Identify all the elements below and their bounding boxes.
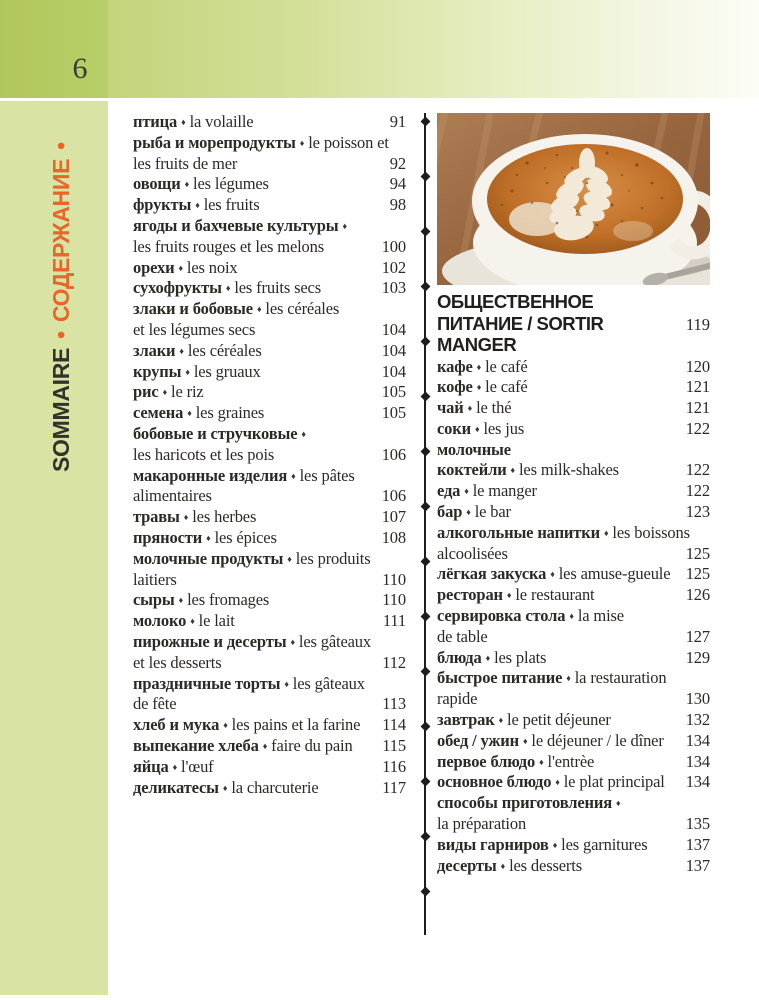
toc-page-number: 137 bbox=[685, 855, 710, 875]
toc-line bbox=[437, 377, 710, 398]
toc-term-fr: les pâtes bbox=[299, 465, 355, 485]
toc-term-fr: le thé bbox=[476, 398, 512, 418]
toc-line bbox=[437, 689, 710, 710]
toc-term-ru: бобовые и стручковые bbox=[133, 423, 298, 443]
toc-page-number: 94 bbox=[389, 174, 406, 194]
divider-diamond-icon bbox=[420, 777, 430, 787]
toc-term-ru: семена bbox=[133, 403, 184, 423]
toc-line bbox=[133, 424, 406, 445]
toc-page-number: 123 bbox=[685, 502, 710, 522]
toc-term-ru: злаки bbox=[133, 340, 176, 360]
toc-page-number: 110 bbox=[382, 590, 406, 610]
toc-term-fr: les jus bbox=[483, 418, 525, 438]
toc-line bbox=[133, 736, 406, 757]
toc-term-ru: молочные bbox=[437, 439, 511, 459]
toc-term-fr: l'œuf bbox=[181, 756, 214, 776]
toc-line bbox=[133, 757, 406, 778]
toc-page-number: 134 bbox=[685, 772, 710, 792]
toc-term-fr: les gâteaux bbox=[292, 673, 365, 693]
toc-line bbox=[437, 585, 710, 606]
toc-term-ru: блюда bbox=[437, 647, 482, 667]
toc-page-number: 116 bbox=[382, 756, 406, 776]
toc-term-fr: les fruits bbox=[203, 195, 260, 215]
toc-line bbox=[133, 112, 406, 133]
diamond-separator-icon: ♦ bbox=[172, 761, 178, 772]
toc-term-ru: ягоды и бахчевые культуры bbox=[133, 215, 339, 235]
toc-line bbox=[133, 216, 406, 237]
diamond-separator-icon: ♦ bbox=[299, 137, 305, 148]
toc-page-number: 134 bbox=[685, 751, 710, 771]
toc-line bbox=[437, 772, 710, 793]
diamond-separator-icon: ♦ bbox=[222, 782, 228, 793]
toc-term-ru: основное блюдо bbox=[437, 772, 552, 792]
diamond-separator-icon: ♦ bbox=[342, 220, 347, 231]
toc-line bbox=[437, 419, 710, 440]
toc-term-ru: рис bbox=[133, 382, 159, 402]
toc-term-ru: сервировка стола bbox=[437, 606, 566, 626]
diamond-separator-icon: ♦ bbox=[195, 200, 200, 211]
diamond-separator-icon: ♦ bbox=[539, 756, 544, 767]
toc-term-fr: le riz bbox=[171, 382, 204, 402]
toc-page-number: 125 bbox=[685, 564, 710, 584]
diamond-separator-icon: ♦ bbox=[464, 486, 469, 497]
toc-line bbox=[133, 570, 406, 591]
toc-page-number: 122 bbox=[685, 481, 710, 501]
toc-term-ru: ресторан bbox=[437, 585, 503, 605]
toc-term-fr: les céréales bbox=[187, 340, 262, 360]
toc-term-ru: бар bbox=[437, 502, 463, 522]
diamond-separator-icon: ♦ bbox=[485, 652, 491, 663]
diamond-separator-icon: ♦ bbox=[616, 798, 621, 809]
toc-term-fr: laitiers bbox=[133, 569, 177, 589]
toc-term-fr: faire du pain bbox=[271, 735, 353, 755]
toc-line bbox=[437, 523, 710, 544]
diamond-separator-icon: ♦ bbox=[284, 678, 289, 689]
toc-term-ru: злаки и бобовые bbox=[133, 299, 253, 319]
toc-line bbox=[437, 606, 710, 627]
toc-page-number: 137 bbox=[685, 834, 710, 854]
toc-term-ru: крупы bbox=[133, 361, 182, 381]
toc-line bbox=[437, 440, 710, 461]
toc-line bbox=[437, 357, 710, 378]
toc-term-fr: les haricots et les pois bbox=[133, 444, 275, 464]
toc-page-number: 129 bbox=[685, 647, 710, 667]
bullet-icon: • bbox=[48, 331, 74, 339]
toc-term-fr: le bar bbox=[474, 502, 511, 522]
diamond-separator-icon: ♦ bbox=[256, 304, 262, 315]
toc-term-ru: сыры bbox=[133, 590, 175, 610]
diamond-separator-icon: ♦ bbox=[510, 465, 515, 476]
toc-term-fr: le restaurant bbox=[515, 585, 595, 605]
divider-diamond-icon bbox=[420, 282, 430, 292]
toc-page-number: 117 bbox=[382, 777, 406, 797]
toc-page-number: 105 bbox=[381, 382, 406, 402]
divider-diamond-icon bbox=[420, 502, 430, 512]
diamond-separator-icon: ♦ bbox=[179, 345, 184, 356]
toc-term-ru: пряности bbox=[133, 527, 203, 547]
sidebar-vertical-label bbox=[48, 142, 75, 472]
toc-page-number: 106 bbox=[381, 444, 406, 464]
toc-term-ru: алкогольные напитки bbox=[437, 522, 600, 542]
diamond-separator-icon: ♦ bbox=[467, 403, 473, 414]
toc-term-fr: la mise bbox=[577, 606, 624, 626]
toc-term-fr: le lait bbox=[198, 611, 235, 631]
toc-line bbox=[437, 731, 710, 752]
toc-page-number: 125 bbox=[685, 543, 710, 563]
divider-diamond-icon bbox=[420, 337, 430, 347]
toc-term-fr: les noix bbox=[186, 257, 238, 277]
diamond-separator-icon: ♦ bbox=[569, 611, 574, 622]
toc-page-number: 127 bbox=[685, 626, 710, 646]
toc-term-ru: молочные продукты bbox=[133, 548, 284, 568]
diamond-separator-icon: ♦ bbox=[183, 512, 189, 523]
toc-term-fr: les pains et la farine bbox=[231, 715, 361, 735]
diamond-separator-icon: ♦ bbox=[262, 740, 268, 751]
diamond-separator-icon: ♦ bbox=[184, 179, 190, 190]
section-header bbox=[437, 291, 710, 356]
toc-line bbox=[133, 174, 406, 195]
toc-page-number: 120 bbox=[685, 356, 710, 376]
diamond-separator-icon: ♦ bbox=[550, 569, 555, 580]
toc-term-ru: еда bbox=[437, 481, 461, 501]
toc-line bbox=[437, 710, 710, 731]
toc-term-ru: выпекание хлеба bbox=[133, 735, 259, 755]
section-header-line1: ОБЩЕСТВЕННОЕ bbox=[437, 291, 594, 312]
section-page-number: 119 bbox=[685, 314, 710, 334]
toc-page-number: 108 bbox=[381, 527, 406, 547]
toc-term-fr: de fête bbox=[133, 694, 177, 714]
toc-line bbox=[133, 278, 406, 299]
cappuccino-photo bbox=[437, 113, 710, 285]
toc-line bbox=[437, 793, 710, 814]
diamond-separator-icon: ♦ bbox=[287, 553, 292, 564]
toc-term-ru: праздничные торты bbox=[133, 673, 281, 693]
toc-term-ru: способы приготовления bbox=[437, 793, 613, 813]
toc-term-ru: коктейли bbox=[437, 460, 507, 480]
toc-page-number: 110 bbox=[382, 569, 406, 589]
toc-line bbox=[133, 549, 406, 570]
toc-term-ru: фрукты bbox=[133, 195, 192, 215]
diamond-separator-icon: ♦ bbox=[225, 283, 231, 294]
toc-term-fr: la restauration bbox=[574, 668, 667, 688]
toc-term-fr: alcoolisées bbox=[437, 543, 508, 563]
divider-diamond-icon bbox=[420, 227, 430, 237]
toc-line bbox=[133, 611, 406, 632]
toc-term-ru: травы bbox=[133, 507, 180, 527]
toc-line bbox=[133, 320, 406, 341]
toc-line bbox=[133, 195, 406, 216]
toc-page-number: 126 bbox=[685, 585, 710, 605]
divider-diamond-icon bbox=[420, 832, 430, 842]
toc-term-fr: le poisson et bbox=[308, 132, 389, 152]
toc-line bbox=[133, 778, 406, 799]
toc-term-fr: les amuse-gueule bbox=[558, 564, 671, 584]
toc-line bbox=[437, 835, 710, 856]
toc-right-list bbox=[437, 357, 710, 877]
toc-term-fr: l'entrèe bbox=[547, 751, 595, 771]
toc-term-ru: кофе bbox=[437, 377, 473, 397]
diamond-separator-icon: ♦ bbox=[522, 735, 528, 746]
diamond-separator-icon: ♦ bbox=[552, 839, 558, 850]
toc-line bbox=[133, 362, 406, 383]
toc-page-number: 115 bbox=[382, 735, 406, 755]
diamond-separator-icon: ♦ bbox=[178, 262, 183, 273]
toc-page-number: 104 bbox=[381, 361, 406, 381]
diamond-separator-icon: ♦ bbox=[603, 527, 609, 538]
toc-line bbox=[437, 544, 710, 565]
toc-term-ru: кафе bbox=[437, 356, 473, 376]
toc-term-fr: les fruits rouges et les melons bbox=[133, 236, 325, 256]
toc-term-fr: le petit déjeuner bbox=[507, 710, 611, 730]
toc-page-number: 111 bbox=[382, 611, 406, 631]
toc-term-ru: десерты bbox=[437, 855, 497, 875]
diamond-separator-icon: ♦ bbox=[476, 382, 482, 393]
toc-page-number: 91 bbox=[389, 112, 406, 131]
toc-page-number: 121 bbox=[685, 377, 710, 397]
toc-page-number: 100 bbox=[381, 236, 406, 256]
diamond-separator-icon: ♦ bbox=[181, 117, 186, 127]
toc-term-fr: les graines bbox=[195, 403, 265, 423]
diamond-separator-icon: ♦ bbox=[500, 860, 506, 871]
toc-term-ru: макаронные изделия bbox=[133, 465, 288, 485]
toc-term-fr: le déjeuner / le dîner bbox=[531, 730, 664, 750]
toc-term-ru: соки bbox=[437, 418, 471, 438]
toc-term-fr: le café bbox=[485, 377, 528, 397]
diamond-separator-icon: ♦ bbox=[506, 590, 512, 601]
toc-right-column bbox=[437, 113, 710, 876]
toc-term-ru: завтрак bbox=[437, 710, 495, 730]
toc-page-number: 113 bbox=[382, 694, 406, 714]
toc-term-fr: les desserts bbox=[509, 855, 582, 875]
toc-page-number: 135 bbox=[685, 814, 710, 834]
toc-line bbox=[437, 564, 710, 585]
divider-diamond-icon bbox=[420, 667, 430, 677]
toc-term-ru: яйца bbox=[133, 756, 169, 776]
toc-term-ru: лёгкая закуска bbox=[437, 564, 547, 584]
toc-page-number: 122 bbox=[685, 418, 710, 438]
toc-line bbox=[133, 528, 406, 549]
toc-term-ru: молоко bbox=[133, 611, 187, 631]
toc-term-ru: виды гарниров bbox=[437, 834, 549, 854]
divider-diamond-icon bbox=[420, 722, 430, 732]
toc-page-number: 114 bbox=[382, 715, 406, 735]
diamond-separator-icon: ♦ bbox=[291, 470, 296, 481]
toc-line bbox=[437, 460, 710, 481]
toc-term-fr: et les desserts bbox=[133, 652, 222, 672]
toc-term-fr: le plat principal bbox=[563, 772, 665, 792]
divider-diamond-icon bbox=[420, 117, 430, 127]
header-band bbox=[0, 0, 759, 98]
toc-line bbox=[133, 590, 406, 611]
diamond-separator-icon: ♦ bbox=[178, 595, 184, 606]
diamond-separator-icon: ♦ bbox=[498, 715, 504, 726]
diamond-separator-icon: ♦ bbox=[162, 387, 168, 398]
toc-line bbox=[437, 398, 710, 419]
toc-term-fr: la volaille bbox=[189, 112, 254, 131]
divider-diamond-icon bbox=[420, 557, 430, 567]
sidebar-label-sommaire: SOMMAIRE bbox=[48, 347, 74, 472]
toc-page-number: 92 bbox=[389, 153, 406, 173]
toc-term-ru: птица bbox=[133, 112, 178, 131]
toc-term-ru: быстрое питание bbox=[437, 668, 563, 688]
toc-page-number: 122 bbox=[685, 460, 710, 480]
toc-page-number: 132 bbox=[685, 710, 710, 730]
toc-term-fr: le café bbox=[485, 356, 528, 376]
toc-term-fr: la préparation bbox=[437, 814, 527, 834]
diamond-separator-icon: ♦ bbox=[566, 673, 571, 684]
toc-term-ru: пирожные и десерты bbox=[133, 631, 287, 651]
toc-line bbox=[133, 258, 406, 279]
toc-line bbox=[133, 299, 406, 320]
toc-page-number: 107 bbox=[381, 507, 406, 527]
toc-page-number: 134 bbox=[685, 730, 710, 750]
diamond-separator-icon: ♦ bbox=[206, 532, 211, 543]
toc-page-number: 130 bbox=[685, 689, 710, 709]
toc-line bbox=[133, 715, 406, 736]
diamond-separator-icon: ♦ bbox=[476, 361, 482, 372]
toc-line bbox=[133, 133, 406, 154]
toc-page-number: 106 bbox=[381, 486, 406, 506]
toc-line bbox=[437, 752, 710, 773]
section-header-line2: ПИТАНИЕ / SORTIR MANGER bbox=[437, 312, 604, 355]
toc-term-ru: орехи bbox=[133, 257, 175, 277]
divider-diamond-icon bbox=[420, 447, 430, 457]
divider-diamond-icon bbox=[420, 887, 430, 897]
diamond-separator-icon: ♦ bbox=[290, 636, 295, 647]
toc-line bbox=[133, 632, 406, 653]
diamond-separator-icon: ♦ bbox=[185, 366, 190, 377]
toc-page-number: 112 bbox=[382, 652, 406, 672]
toc-term-fr: les fruits secs bbox=[234, 278, 321, 298]
toc-line bbox=[133, 341, 406, 362]
page-number: 6 bbox=[72, 52, 88, 85]
divider-diamond-icon bbox=[420, 392, 430, 402]
toc-term-fr: les fruits de mer bbox=[133, 153, 238, 173]
toc-line bbox=[133, 486, 406, 507]
diamond-separator-icon: ♦ bbox=[555, 777, 560, 788]
toc-term-fr: les boissons bbox=[612, 522, 690, 542]
toc-line bbox=[437, 668, 710, 689]
toc-page-number: 104 bbox=[381, 340, 406, 360]
diamond-separator-icon: ♦ bbox=[223, 720, 228, 731]
toc-term-ru: первое блюдо bbox=[437, 751, 536, 771]
toc-line bbox=[437, 814, 710, 835]
toc-term-fr: les plats bbox=[494, 647, 547, 667]
diamond-separator-icon: ♦ bbox=[475, 423, 480, 434]
toc-term-fr: alimentaires bbox=[133, 486, 212, 506]
toc-line bbox=[133, 445, 406, 466]
toc-line bbox=[133, 674, 406, 695]
toc-term-fr: les épices bbox=[214, 527, 277, 547]
toc-term-ru: овощи bbox=[133, 174, 181, 194]
toc-line bbox=[133, 154, 406, 175]
toc-term-ru: деликатесы bbox=[133, 777, 219, 797]
toc-line bbox=[437, 502, 710, 523]
toc-term-fr: les légumes bbox=[193, 174, 269, 194]
bullet-icon: • bbox=[48, 142, 74, 150]
toc-line bbox=[437, 648, 710, 669]
toc-page-number: 121 bbox=[685, 398, 710, 418]
toc-term-fr: de table bbox=[437, 626, 488, 646]
toc-term-fr: les garnitures bbox=[561, 834, 648, 854]
diamond-separator-icon: ♦ bbox=[301, 428, 306, 439]
toc-page-number: 98 bbox=[389, 195, 406, 215]
toc-term-ru: обед / ужин bbox=[437, 730, 519, 750]
divider-diamond-icon bbox=[420, 172, 430, 182]
diamond-separator-icon: ♦ bbox=[190, 616, 195, 627]
toc-page-number: 104 bbox=[381, 319, 406, 339]
toc-term-fr: le manger bbox=[472, 481, 537, 501]
toc-line bbox=[133, 507, 406, 528]
divider-diamond-icon bbox=[420, 612, 430, 622]
diamond-separator-icon: ♦ bbox=[466, 507, 471, 518]
toc-line bbox=[133, 403, 406, 424]
toc-line bbox=[437, 856, 710, 877]
toc-term-fr: et les légumes secs bbox=[133, 319, 256, 339]
toc-page-number: 105 bbox=[381, 403, 406, 423]
toc-line bbox=[133, 382, 406, 403]
toc-left-column bbox=[133, 112, 406, 798]
toc-term-fr: rapide bbox=[437, 689, 478, 709]
toc-term-ru: сухофрукты bbox=[133, 278, 222, 298]
toc-term-fr: les fromages bbox=[187, 590, 270, 610]
toc-term-fr: les produits bbox=[295, 548, 371, 568]
diamond-separator-icon: ♦ bbox=[187, 408, 192, 419]
sidebar-label-soderzhanie: СОДЕРЖАНИЕ bbox=[48, 158, 74, 323]
toc-term-fr: les gâteaux bbox=[298, 631, 371, 651]
toc-line bbox=[133, 237, 406, 258]
toc-line bbox=[133, 653, 406, 674]
toc-line bbox=[133, 466, 406, 487]
toc-term-ru: хлеб и мука bbox=[133, 715, 220, 735]
toc-line bbox=[437, 627, 710, 648]
toc-line bbox=[133, 694, 406, 715]
toc-term-fr: la charcuterie bbox=[231, 777, 319, 797]
toc-term-ru: чай bbox=[437, 398, 464, 418]
toc-term-ru: рыба и морепродукты bbox=[133, 132, 296, 152]
toc-line bbox=[437, 481, 710, 502]
toc-term-fr: les milk-shakes bbox=[519, 460, 619, 480]
header-band-gradient bbox=[108, 0, 759, 98]
toc-page-number: 103 bbox=[381, 278, 406, 298]
toc-term-fr: les gruaux bbox=[193, 361, 261, 381]
toc-page-number: 102 bbox=[381, 257, 406, 277]
toc-term-fr: les herbes bbox=[192, 507, 257, 527]
toc-term-fr: les céréales bbox=[265, 299, 340, 319]
